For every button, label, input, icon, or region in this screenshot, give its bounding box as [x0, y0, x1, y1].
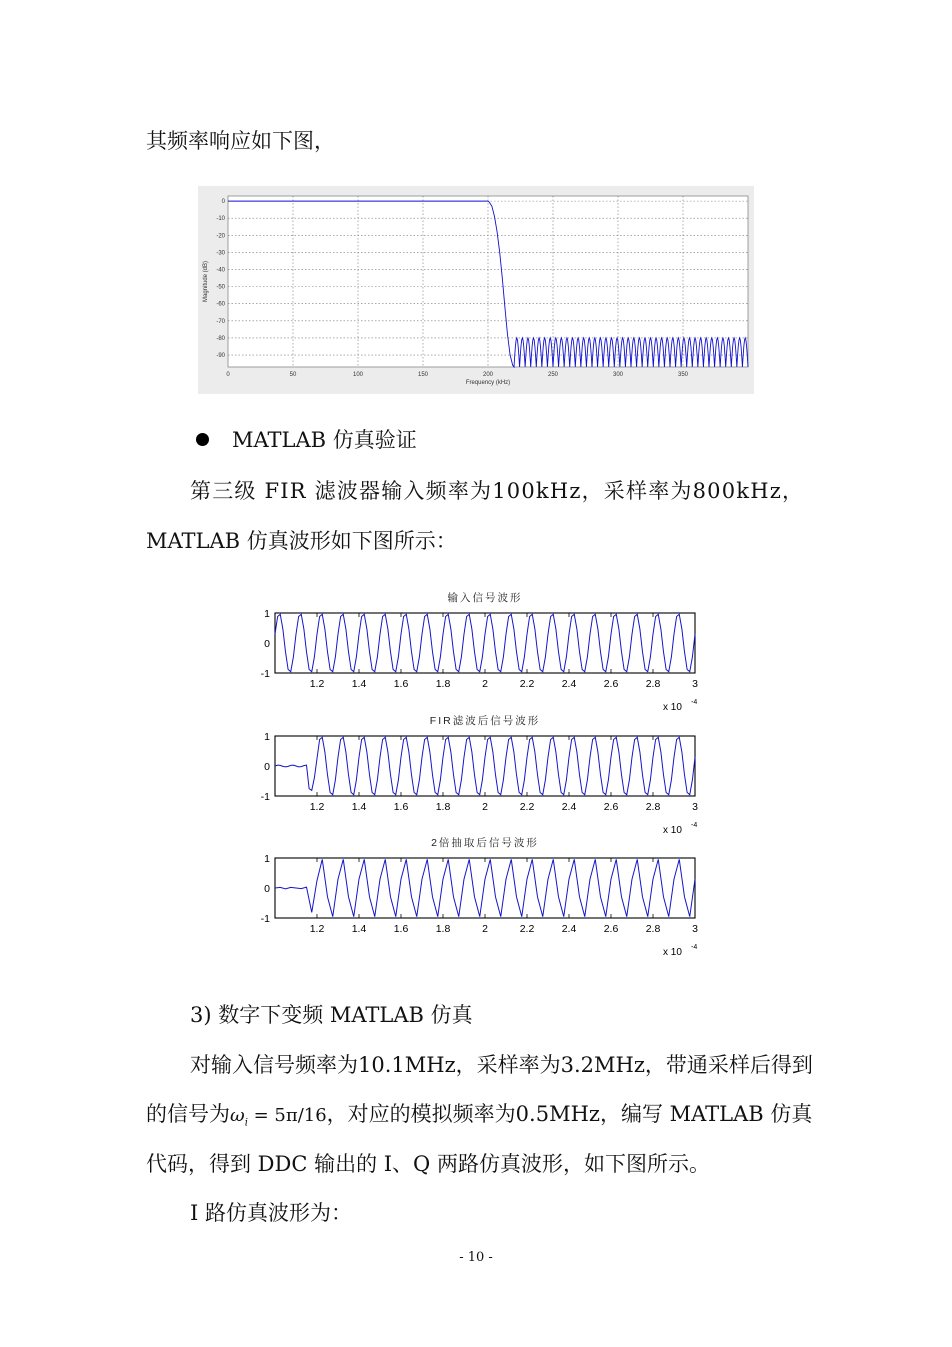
x-tick-label: 2.6 [603, 923, 619, 935]
x-tick-label: 1.8 [435, 678, 451, 690]
y-tick-label: 0 [221, 199, 225, 206]
x-tick-label: 3 [692, 801, 698, 813]
x-tick-label: 2 [482, 923, 488, 935]
x-tick-label: 50 [289, 372, 297, 378]
omega-subscript: i [244, 1117, 248, 1129]
y-tick-label: 0 [264, 761, 270, 773]
x-tick-label: 250 [547, 372, 559, 378]
x-tick-label: 2.8 [645, 678, 661, 690]
x-tick-label: 1.8 [435, 923, 451, 935]
para2-line1: 对输入信号频率为10.1MHz，采样率为3.2MHz，带通采样后得到 [190, 1053, 813, 1077]
x-tick-label: 2.2 [519, 801, 535, 813]
x-multiplier-exponent: -4 [691, 699, 698, 706]
x-multiplier-exponent: -4 [691, 944, 698, 951]
y-tick-label: -30 [216, 250, 225, 257]
bullet-icon [196, 433, 209, 446]
para2-line2-end: ，对应的模拟频率为0.5MHz，编写 MATLAB 仿真 [326, 1102, 813, 1126]
y-tick-label: -60 [216, 301, 225, 308]
x-multiplier-label: x 10 [663, 947, 682, 958]
para2-line2 [146, 1099, 812, 1139]
x-tick-label: 1.6 [393, 801, 409, 813]
y-tick-label: -1 [260, 668, 270, 680]
x-tick-label: 0 [226, 372, 230, 378]
y-tick-label: -90 [216, 353, 225, 360]
x-tick-label: 2.4 [561, 923, 577, 935]
x-tick-label: 200 [482, 372, 494, 378]
x-tick-label: 1.4 [351, 678, 367, 690]
x-tick-label: 1.4 [351, 801, 367, 813]
x-tick-label: 2.2 [519, 923, 535, 935]
y-tick-label: -20 [216, 233, 225, 240]
x-tick-label: 2.4 [561, 678, 577, 690]
x-tick-label: 100 [352, 372, 364, 378]
chart-title: FIR滤波后信号波形 [429, 715, 541, 727]
frequency-response-figure [198, 186, 754, 398]
para2-line2-start: 的信号为 [146, 1102, 230, 1126]
chart-title: 输入信号波形 [447, 592, 523, 604]
plot-frame [275, 736, 695, 796]
x-multiplier-exponent: -4 [691, 822, 698, 829]
y-tick-label: 1 [264, 608, 270, 620]
x-tick-label: 1.2 [309, 923, 325, 935]
x-tick-label: 2.6 [603, 801, 619, 813]
y-tick-label: -50 [216, 284, 225, 291]
x-tick-label: 3 [692, 678, 698, 690]
x-multiplier-label: x 10 [663, 702, 682, 713]
intro-text: 其频率响应如下图， [146, 129, 335, 153]
x-tick-label: 2.8 [645, 801, 661, 813]
x-tick-label: 1.8 [435, 801, 451, 813]
x-tick-label: 1.6 [393, 678, 409, 690]
chart-title: 2倍抽取后信号波形 [431, 837, 539, 849]
x-tick-label: 150 [417, 372, 429, 378]
x-axis-label: Frequency (kHz) [465, 380, 511, 386]
y-tick-label: -40 [216, 267, 225, 274]
x-tick-label: 3 [692, 923, 698, 935]
para1-line1: 第三级 FIR 滤波器输入频率为100kHz，采样率为800kHz， [190, 479, 805, 503]
y-tick-label: 1 [264, 853, 270, 865]
bullet-text: MATLAB 仿真验证 [232, 428, 417, 452]
para1-line2: MATLAB 仿真波形如下图所示： [146, 529, 457, 553]
x-tick-label: 300 [612, 372, 624, 378]
x-tick-label: 1.6 [393, 923, 409, 935]
y-tick-label: -80 [216, 335, 225, 342]
x-tick-label: 2.4 [561, 801, 577, 813]
y-tick-label: 0 [264, 638, 270, 650]
x-tick-label: 1.2 [309, 678, 325, 690]
x-multiplier-label: x 10 [663, 825, 682, 836]
y-axis-label: Magnitude (dB) [203, 260, 209, 303]
waveform-figure [255, 585, 715, 969]
section-heading: 3) 数字下变频 MATLAB 仿真 [190, 1003, 473, 1027]
page-number: - 10 - [459, 1250, 493, 1265]
x-tick-label: 1.4 [351, 923, 367, 935]
y-tick-label: -10 [216, 216, 225, 223]
x-tick-label: 2.8 [645, 923, 661, 935]
waveform-charts [255, 585, 715, 965]
para2-line3: 代码，得到 DDC 输出的 I、Q 两路仿真波形，如下图所示。 [146, 1152, 710, 1176]
y-tick-label: 0 [264, 883, 270, 895]
y-tick-label: 1 [264, 731, 270, 743]
x-tick-label: 2 [482, 678, 488, 690]
plot-frame [275, 613, 695, 673]
y-tick-label: -70 [216, 318, 225, 325]
x-tick-label: 1.2 [309, 801, 325, 813]
y-tick-label: -1 [260, 913, 270, 925]
formula-rest: = 5π/16 [247, 1105, 327, 1126]
plot-frame [275, 858, 695, 918]
y-tick-label: -1 [260, 791, 270, 803]
para3-text: I 路仿真波形为： [190, 1201, 352, 1225]
x-tick-label: 2.2 [519, 678, 535, 690]
frequency-response-chart [198, 186, 754, 394]
x-tick-label: 350 [677, 372, 689, 378]
omega-symbol: ω [230, 1105, 245, 1126]
omega-formula [230, 1105, 327, 1129]
x-tick-label: 2.6 [603, 678, 619, 690]
x-tick-label: 2 [482, 801, 488, 813]
